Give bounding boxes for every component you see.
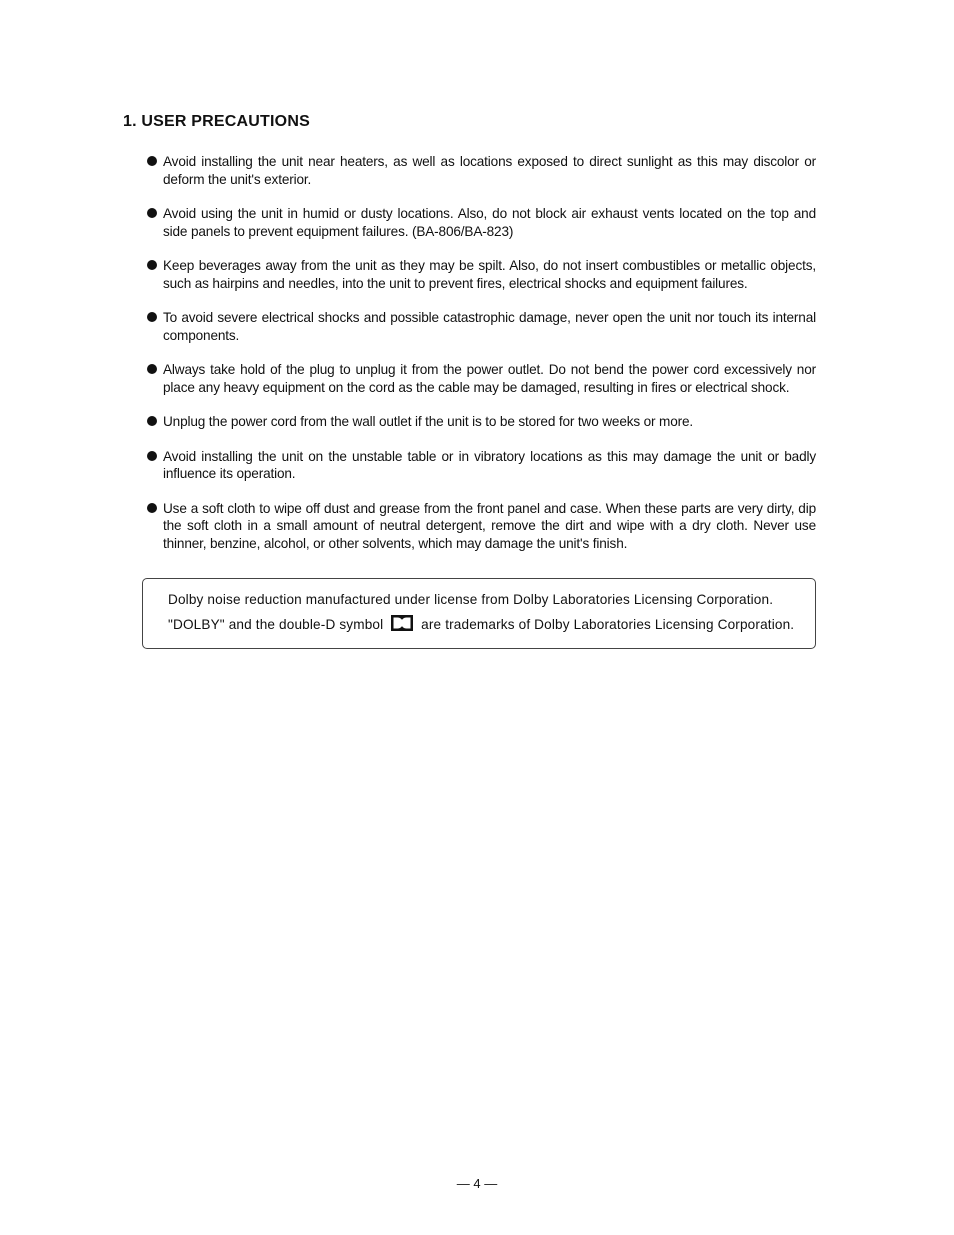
- dolby-notice-box: [142, 578, 816, 649]
- precaution-text: Always take hold of the plug to unplug it from the power outlet. Do not bend the power cord excessively nor place any heavy equipment on the cord as the cable may be damaged, resulting in fires or electrical shock.: [163, 362, 816, 395]
- double-d-icon: [391, 615, 413, 634]
- list-item: [146, 500, 816, 553]
- bullet-icon: [147, 156, 157, 166]
- precaution-text: Use a soft cloth to wipe off dust and grease from the front panel and case. When these parts are very dirty, dip the soft cloth in a small amount of neutral detergent, remove the dirt and wipe with a dry cloth. Never use thinner, benzine, alcohol, or other solvents, which may damage the unit's finish.: [163, 500, 816, 551]
- page-number: — 4 —: [456, 1176, 498, 1191]
- trademark-text-after: are trademarks of Dolby Laboratories Licensing Corporation.: [421, 617, 795, 632]
- precautions-list: [146, 153, 816, 569]
- list-item: [146, 413, 816, 431]
- section-title: 1. USER PRECAUTIONS: [123, 113, 310, 130]
- precaution-text: To avoid severe electrical shocks and possible catastrophic damage, never open the unit nor touch its internal components.: [163, 310, 816, 343]
- precaution-text: Avoid using the unit in humid or dusty locations. Also, do not block air exhaust vents located on the top and side panels to prevent equipment failures. (BA-806/BA-823): [163, 206, 816, 239]
- bullet-icon: [147, 503, 157, 513]
- list-item: [146, 205, 816, 240]
- list-item: [146, 257, 816, 292]
- bullet-icon: [147, 312, 157, 322]
- bullet-icon: [147, 416, 157, 426]
- list-item: [146, 361, 816, 396]
- precaution-text: Avoid installing the unit on the unstable table or in vibratory locations as this may damage the unit or badly influence its operation.: [163, 448, 816, 481]
- trademark-text-before: "DOLBY" and the double-D symbol: [168, 617, 384, 632]
- list-item: [146, 448, 816, 483]
- precaution-text: Avoid installing the unit near heaters, as well as locations exposed to direct sunlight as this may discolor or deform the unit's exterior.: [163, 154, 816, 187]
- bullet-icon: [147, 260, 157, 270]
- list-item: [146, 153, 816, 188]
- precaution-text: Unplug the power cord from the wall outlet if the unit is to be stored for two weeks or more.: [163, 414, 694, 429]
- list-item: [146, 309, 816, 344]
- bullet-icon: [147, 451, 157, 461]
- bullet-icon: [147, 364, 157, 374]
- dolby-trademark-line: [168, 615, 794, 634]
- bullet-icon: [147, 208, 157, 218]
- dolby-license-text: Dolby noise reduction manufactured under license from Dolby Laboratories Licensing Corporation.: [168, 592, 774, 607]
- precaution-text: Keep beverages away from the unit as they may be spilt. Also, do not insert combustibles or metallic objects, such as hairpins and needles, into the unit to prevent fires, electrical shocks and equipment failures.: [163, 258, 816, 291]
